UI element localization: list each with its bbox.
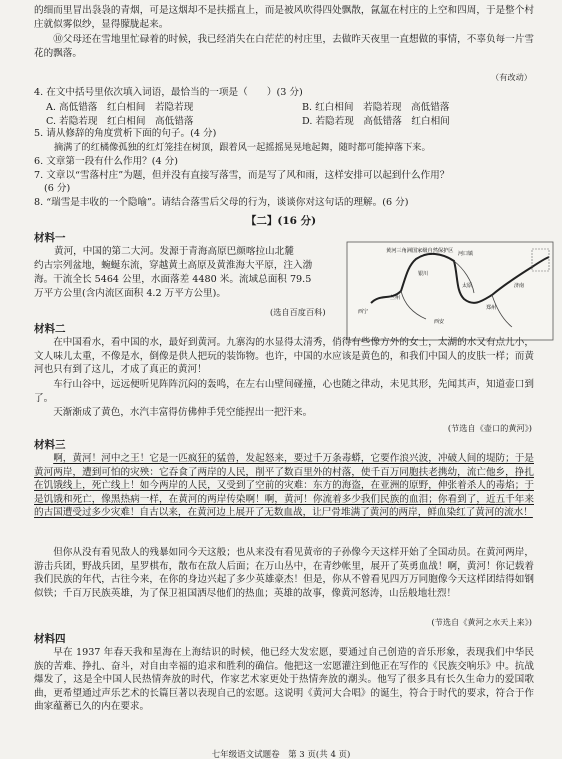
map-label-zhengzhou: 郑州 xyxy=(486,305,497,311)
material-2-paragraph-3: 天渐渐成了黄色，水汽丰富得仿佛伸手凭空能捏出一把汗来。 xyxy=(53,407,313,418)
map-label-yinchuan: 银川 xyxy=(418,271,429,277)
option-c: C. 若隐若现 红白相间 高低错落 xyxy=(46,116,194,127)
section-title: 【二】(16 分) xyxy=(245,215,317,227)
page-footer: 七年级语文试题卷 第 3 页(共 4 页) xyxy=(211,750,351,759)
material-2-paragraph-2: 车行山谷中，远远便听见阵阵沉闷的轰鸣，在左右山壁间碰撞，心也随之律动，未见其形，先闻其声，知道壶口到了。 xyxy=(34,379,534,404)
material-3-label: 材料三 xyxy=(34,439,66,451)
material-3-paragraph-2: 但你从没有看见敌人的残暴如同今天这般；也从来没有看见黄帝的子孙像今天这样开始了全国动员。在黄河两岸，游击兵团，野战兵团，星罗棋布，散布在敌人后面；在万山丛中，在青纱帐里，展开了英勇血战！啊，黄河！你记载着我们民族的年代，古往今来，在你的身边兴起了多少英雄豪杰！但是，你从不曾看见四万万同胞像今天这样团结得如钢似铁；千百万民族英雄，为了保卫祖国洒尽他们的热血；英雄的故事，像黄河怒涛，山岳般地壮烈！ xyxy=(34,547,534,599)
question-7: 7. 文章以“雪落村庄”为题，但并没有直接写落雪，而是写了风和雨，这样安排可以起到什么作用？ xyxy=(34,170,450,181)
option-b: B. 红白相间 若隐若现 高低错落 xyxy=(302,102,450,113)
material-3-source: (节选自《黄河之水天上来》) xyxy=(431,617,532,627)
yellow-river-map xyxy=(346,233,554,349)
question-6: 6. 文章第一段有什么作用？(4 分) xyxy=(34,156,178,167)
material-1-line-3: 海。干流全长 5464 公里，水面落差 4480 米。流域总面积 79.5 xyxy=(34,274,312,285)
material-1-line-4: 万平方公里(含内流区面积 4.2 万平方公里)。 xyxy=(34,288,226,299)
map-label-xian: 西安 xyxy=(434,319,445,325)
map-label-jinan: 济南 xyxy=(514,283,525,289)
map-label-taiyuan: 太原 xyxy=(462,283,473,289)
map-title: 黄河三角洲国家级自然保护区 xyxy=(386,248,454,254)
material-1-label: 材料一 xyxy=(34,232,66,244)
source-note: （有改动） xyxy=(491,72,532,82)
question-7-score: (6 分) xyxy=(44,183,71,194)
material-2-source: (节选自《壶口的黄河》) xyxy=(447,423,532,433)
map-label-lanzhou: 兰州 xyxy=(390,295,401,301)
material-1-source: (选自百度百科) xyxy=(270,307,326,317)
map-label-estuary: 河口镇 xyxy=(458,251,474,257)
option-a: A. 高低错落 红白相间 若隐若现 xyxy=(46,102,194,113)
story-paragraph-9: 的细而里冒出袅袅的青烟，可是这烟却不是扶摇直上，而是被风吹得四处飘散，氤氲在村庄的上空和四周，于是整个村庄就似雾似纱，显得朦胧起来。 xyxy=(34,5,534,30)
material-2-paragraph-1: 在中国看水，看中国的水，最好到黄河。九寨沟的水显得太清秀，俏得有些像方外的女士，太湖的水又有点儿小，文人味儿太重，不像是水，倒像是供人把玩的装饰物。也许，中国的水应该是黄色的，和我们中国人的皮肤一样；而黄河也只有到了这儿，才成了真正的黄河！ xyxy=(34,337,534,375)
question-5-quote: 摘满了的红橘像孤独的红灯笼挂在树顶，跟着风一起摇摇晃晃地起舞，随时都可能掉落下来。 xyxy=(54,142,431,153)
map-frame xyxy=(347,242,553,340)
material-3-paragraph-1: 啊，黄河！河中之王！它是一匹疯狂的猛兽，发起怒来，要过千万条毒蟒，它要作浪兴波，冲破人间的堤防；于是黄河两岸，遭到可怕的灾殃：它吞食了两岸的人民，削平了数百里外的村落，使千百万同胞扶老携幼，流亡他乡，挣扎在饥饿线上，死亡线上！如今两岸的人民，又受到了空前的灾难：东方的海盗，在亚洲的原野，伸张着杀人的毒焰；于是饥饿和死亡，像黑热病一样，在黄河的两岸传染啊！啊，黄河！你流着多少我们民族的血泪；你看到了，近五千年来的古国遭受过多少灾难！自古以来，在黄河边上展开了无数血战，让尸骨堆满了黄河的两岸，鲜血染红了黄河的流水！ xyxy=(34,453,534,518)
material-4-paragraph-1: 早在 1937 年春天我和星海在上海结识的时候，他已经大发宏愿，要通过自己创造的音乐形象，表现我们中华民族的苦难、挣扎、奋斗，对自由幸福的追求和胜利的确信。他把这一宏愿灌注到他正在写作的《民族交响乐》中。抗战爆发了，这是全中国人民热情奔放的时代，作家艺术家更处于热情奔放的潮头。他写了很多具有长久生命力的爱国歌曲，更希望通过声乐艺术的长篇巨著以表现自己的宏愿。这说明《黄河大合唱》的诞生，符合于时代的要求，符合于作曲家蕴蓄已久的内在要求。 xyxy=(34,647,534,712)
material-2-label: 材料二 xyxy=(34,323,66,335)
map-label-xining: 西宁 xyxy=(358,309,369,315)
story-paragraph-10: ⑩父母还在雪地里忙碌着的时候，我已经消失在白茫茫的村庄里，去做昨天夜里一直想做的事情，不辜负每一片雪花的飘落。 xyxy=(34,34,534,59)
material-1-line-2: 约古宗列盆地，蜿蜒东流，穿越黄土高原及黄淮海大平原，注入渤 xyxy=(34,260,313,271)
material-4-label: 材料四 xyxy=(34,633,66,645)
material-1-line-1: 黄河，中国的第二大河。发源于青海高原巴颜喀拉山北麓 xyxy=(54,246,294,257)
question-5: 5. 请从修辞的角度赏析下面的句子。(4 分) xyxy=(34,128,217,139)
option-d: D. 若隐若现 高低错落 红白相间 xyxy=(302,116,450,127)
question-8: 8. “瑞雪是丰收的一个隐喻”。请结合落雪后父母的行为，谈谈你对这句话的理解。(6 分) xyxy=(34,197,409,208)
question-4: 4. 在文中括号里依次填入词语，最恰当的一项是（ ）(3 分) xyxy=(34,87,303,98)
